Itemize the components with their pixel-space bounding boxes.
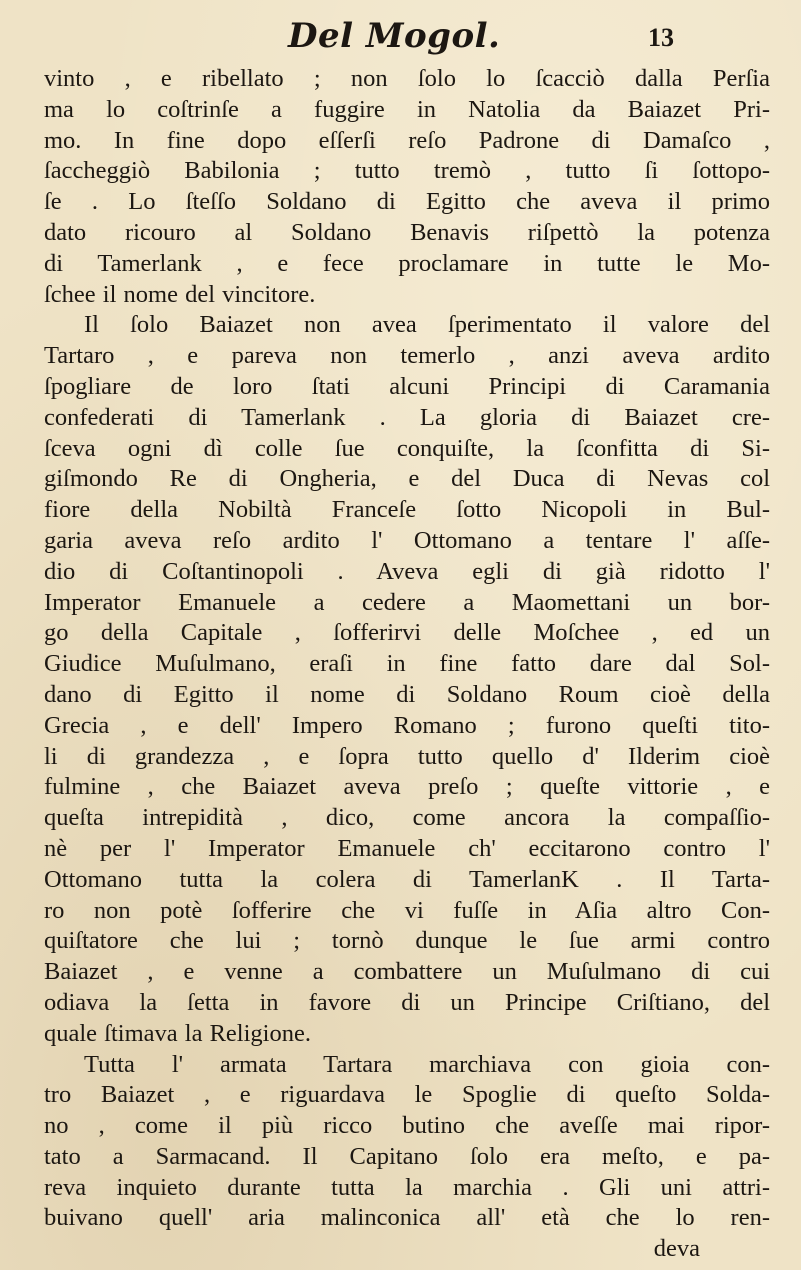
text-line: ſe . Lo ſteſſo Soldano di Egitto che aveva il primo bbox=[44, 188, 770, 216]
text-line: Imperator Emanuele a cedere a Maomettani un bor- bbox=[44, 588, 770, 616]
text-line: vinto , e ribellato ; non ſolo lo ſcacciò dalla Perſia bbox=[44, 65, 770, 92]
text-line: fulmine , che Baiazet aveva preſo ; queſte vittorie , e bbox=[44, 773, 770, 801]
paragraph-end-line: ſchee il nome del vincitore. bbox=[44, 280, 316, 308]
text-line: odiava la ſetta in favore di un Principe Criſtiano, del bbox=[44, 988, 770, 1016]
text-line: garia aveva reſo ardito l' Ottomano a tentare l' aſſe- bbox=[44, 526, 770, 554]
text-line: ro non potè ſofferire che vi fuſſe in Aſia altro Con- bbox=[44, 896, 770, 924]
text-line: ſaccheggiò Babilonia ; tutto tremò , tutto ſi ſottopo- bbox=[44, 157, 770, 185]
text-line: dano di Egitto il nome di Soldano Roum cioè della bbox=[44, 680, 770, 708]
running-title: Del Mogol. bbox=[288, 16, 501, 56]
paragraph-end-line: quale ſtimava la Religione. bbox=[44, 1019, 311, 1047]
text-line: dato ricouro al Soldano Benavis riſpettò la potenza bbox=[44, 218, 770, 246]
text-line: giſmondo Re di Ongheria, e del Duca di Nevas col bbox=[44, 465, 770, 493]
text-line: ſpogliare de loro ſtati alcuni Principi di Caramania bbox=[44, 372, 770, 400]
text-line: tato a Sarmacand. Il Capitano ſolo era meſto, e pa- bbox=[44, 1142, 770, 1170]
paragraph-start-line: Tutta l' armata Tartara marchiava con gioia con- bbox=[84, 1050, 770, 1078]
page-header bbox=[0, 14, 801, 58]
page-number: 13 bbox=[648, 23, 674, 52]
text-line: reva inquieto durante tutta la marchia . Gli uni attri- bbox=[44, 1173, 770, 1201]
text-line: fiore della Nobiltà Franceſe ſotto Nicopoli in Bul- bbox=[44, 496, 770, 524]
body-text bbox=[44, 64, 770, 1265]
text-line: Giudice Muſulmano, eraſi in fine fatto dare dal Sol- bbox=[44, 650, 770, 678]
catchword: deva bbox=[653, 1235, 700, 1263]
text-line: buivano quell' aria malinconica all' età che lo ren- bbox=[44, 1204, 770, 1232]
text-line: ma lo coſtrinſe a fuggire in Natolia da Baiazet Pri- bbox=[44, 95, 770, 123]
text-line: Tartaro , e pareva non temerlo , anzi aveva ardito bbox=[44, 342, 770, 370]
text-line: Baiazet , e venne a combattere un Muſulmano di cui bbox=[44, 958, 770, 986]
text-line: ſceva ogni dì colle ſue conquiſte, la ſconfitta di Si- bbox=[44, 434, 770, 462]
text-line: tro Baiazet , e riguardava le Spoglie di queſto Solda- bbox=[44, 1081, 770, 1109]
text-line: nè per l' Imperator Emanuele ch' eccitarono contro l' bbox=[44, 834, 770, 862]
text-line: mo. In fine dopo eſſerſi reſo Padrone di Damaſco , bbox=[44, 126, 770, 154]
paragraph-start-line: Il ſolo Baiazet non avea ſperimentato il valore del bbox=[84, 311, 770, 339]
text-line: Ottomano tutta la colera di TamerlanK . Il Tarta- bbox=[44, 865, 770, 893]
text-line: queſta intrepidità , dico, come ancora la compaſſio- bbox=[44, 804, 770, 832]
text-line: dio di Coſtantinopoli . Aveva egli di già ridotto l' bbox=[44, 557, 770, 585]
text-line: go della Capitale , ſofferirvi delle Moſchee , ed un bbox=[44, 619, 770, 647]
text-line: quiſtatore che lui ; tornò dunque le ſue armi contro bbox=[44, 927, 770, 955]
text-line: li di grandezza , e ſopra tutto quello d' Ilderim cioè bbox=[44, 742, 770, 770]
text-line: no , come il più ricco butino che aveſſe mai ripor- bbox=[44, 1112, 770, 1140]
text-line: confederati di Tamerlank . La gloria di Baiazet cre- bbox=[44, 403, 770, 431]
text-line: di Tamerlank , e fece proclamare in tutte le Mo- bbox=[44, 249, 770, 277]
text-line: Grecia , e dell' Impero Romano ; furono queſti tito- bbox=[44, 711, 770, 739]
